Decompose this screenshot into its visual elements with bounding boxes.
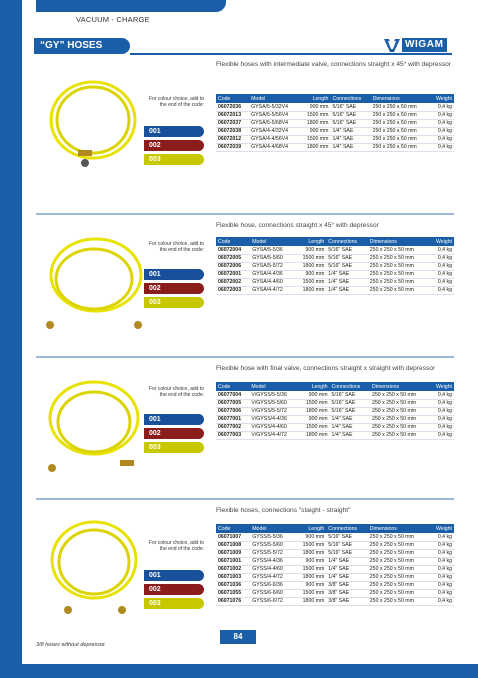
product-section-4 (36, 498, 454, 633)
table-row (216, 415, 454, 423)
table-cell: 0,4 kg (429, 573, 454, 581)
table-cell: V/GYSS/5-5/36 (249, 391, 298, 399)
table-cell: 1/4" SAE (330, 415, 370, 423)
swatch-001: 001 (144, 126, 204, 137)
table-cell: 250 x 250 x 50 mm (368, 533, 429, 541)
spec-table (216, 94, 454, 152)
table-cell: GYSS/6-6/36 (250, 581, 294, 589)
table-cell: 1500 mm (294, 565, 326, 573)
table-cell: 0,4 kg (429, 143, 454, 151)
table-cell: 06072013 (216, 111, 249, 119)
table-cell: 250 x 250 x 50 mm (371, 127, 430, 135)
header-divider (130, 53, 452, 55)
swatch-002: 002 (144, 584, 204, 595)
table-cell: 5/16" SAE (330, 399, 370, 407)
table-cell: 250 x 250 x 50 mm (368, 549, 429, 557)
table-cell: 06072002 (216, 278, 250, 286)
table-cell: 06071002 (216, 565, 250, 573)
table-cell: 5/16" SAE (326, 262, 368, 270)
table-cell: 0,4 kg (429, 103, 454, 111)
table-header-row (216, 94, 454, 103)
logo-wordmark: WIGAM (402, 38, 447, 52)
column-header: Code (216, 524, 250, 533)
table-cell: 250 x 250 x 50 mm (368, 589, 429, 597)
swatch-003: 003 (144, 598, 204, 609)
table-row (216, 111, 454, 119)
table-cell: 250 x 250 x 50 mm (368, 278, 429, 286)
table-cell: 1/4" SAE (326, 286, 368, 294)
column-header: Connections (326, 237, 368, 246)
table-cell: 06071003 (216, 573, 250, 581)
table-cell: 0,4 kg (429, 119, 454, 127)
swatch-001: 001 (144, 414, 204, 425)
table-cell: GYSS/5-5/36 (250, 533, 294, 541)
table-cell: GYSA/4-4/56V4 (249, 135, 299, 143)
table-row (216, 262, 454, 270)
table-cell: 5/16" SAE (326, 246, 368, 254)
column-header: Dimensions (371, 94, 430, 103)
table-cell: 0,4 kg (429, 278, 454, 286)
table-cell: 06072012 (216, 135, 249, 143)
table-cell: 5/16" SAE (330, 111, 370, 119)
table-cell: 5/16" SAE (330, 407, 370, 415)
table-row (216, 549, 454, 557)
table-cell: 900 mm (294, 270, 326, 278)
table-cell: 1/4" SAE (330, 423, 370, 431)
wigam-logo-icon (384, 37, 400, 53)
table-cell: 250 x 250 x 50 mm (368, 541, 429, 549)
table-cell: 1500 mm (299, 111, 330, 119)
table-cell: 900 mm (294, 581, 326, 589)
table-row (216, 573, 454, 581)
table-cell: 250 x 250 x 50 mm (368, 286, 429, 294)
column-header: Model (250, 524, 294, 533)
left-margin-bar (0, 0, 22, 678)
table-cell: 250 x 250 x 50 mm (370, 423, 429, 431)
table-cell: 06077005 (216, 399, 249, 407)
table-cell: V/GYSS/4-4/72 (249, 431, 298, 439)
column-header: Weight (429, 237, 454, 246)
table-cell: 06072038 (216, 127, 249, 135)
table-cell: 900 mm (294, 557, 326, 565)
table-cell: 0,4 kg (429, 246, 454, 254)
table-header-row (216, 382, 454, 391)
table-cell: 06077006 (216, 407, 249, 415)
swatch-002: 002 (144, 140, 204, 151)
table-cell: 1500 mm (298, 423, 330, 431)
table-cell: 1500 mm (294, 589, 326, 597)
table-row (216, 565, 454, 573)
table-cell: 1800 mm (294, 286, 326, 294)
table-cell: 0,4 kg (429, 407, 454, 415)
table-cell: 250 x 250 x 50 mm (371, 103, 430, 111)
colour-choice-note: For colour choice, add to the end of the code: (148, 96, 204, 108)
table-cell: 3/8" SAE (326, 581, 368, 589)
table-cell: 0,4 kg (429, 254, 454, 262)
table-cell: 0,4 kg (429, 549, 454, 557)
table-cell: 250 x 250 x 50 mm (370, 391, 429, 399)
table-cell: 1/4" SAE (326, 573, 368, 581)
table-row (216, 286, 454, 294)
section-divider (36, 498, 454, 500)
table-cell: 5/16" SAE (326, 549, 368, 557)
hose-coil-image (38, 225, 148, 335)
table-header-row (216, 237, 454, 246)
table-cell: 900 mm (299, 103, 330, 111)
table-cell: 250 x 250 x 50 mm (368, 557, 429, 565)
column-header: Length (299, 94, 330, 103)
section-divider (36, 356, 454, 358)
table-cell: 1/4" SAE (326, 557, 368, 565)
table-cell: 0,4 kg (429, 581, 454, 589)
table-cell: 0,4 kg (429, 565, 454, 573)
table-cell: 0,4 kg (429, 589, 454, 597)
swatch-001: 001 (144, 570, 204, 581)
section-divider (36, 213, 454, 215)
table-cell: 1/4" SAE (330, 135, 370, 143)
page-title: “GY” HOSES (34, 38, 130, 54)
table-cell: 1800 mm (298, 407, 330, 415)
column-header: Length (294, 524, 326, 533)
table-cell: 0,4 kg (429, 597, 454, 605)
table-cell: GYSA/4-4/72 (250, 286, 294, 294)
table-cell: 1800 mm (299, 119, 330, 127)
wigam-logo (384, 37, 454, 53)
table-row (216, 589, 454, 597)
colour-choice-note: For colour choice, add to the end of the code: (148, 540, 204, 552)
table-cell: 5/16" SAE (326, 541, 368, 549)
table-cell: 1500 mm (294, 541, 326, 549)
table-cell: 250 x 250 x 50 mm (371, 143, 430, 151)
spec-table (216, 382, 454, 440)
table-row (216, 127, 454, 135)
column-header: Weight (429, 524, 454, 533)
table-cell: 0,4 kg (429, 431, 454, 439)
column-header: Code (216, 382, 249, 391)
swatch-001: 001 (144, 269, 204, 280)
table-cell: GYSA/5-5/60 (250, 254, 294, 262)
table-cell: 06071036 (216, 581, 250, 589)
table-row (216, 423, 454, 431)
table-cell: 06077003 (216, 431, 249, 439)
column-header: Length (294, 237, 326, 246)
table-row (216, 533, 454, 541)
table-cell: 250 x 250 x 50 mm (368, 262, 429, 270)
table-cell: 06072006 (216, 262, 250, 270)
table-row (216, 119, 454, 127)
table-cell: GYSS/6-6/60 (250, 589, 294, 597)
table-cell: 1/4" SAE (330, 127, 370, 135)
table-cell: 250 x 250 x 50 mm (370, 407, 429, 415)
table-cell: GYSA/4-4/36 (250, 270, 294, 278)
hose-coil-image (38, 510, 148, 620)
table-cell: 900 mm (294, 533, 326, 541)
spec-table (216, 237, 454, 295)
table-cell: 1/4" SAE (326, 278, 368, 286)
table-cell: 5/16" SAE (330, 119, 370, 127)
table-cell: 0,4 kg (429, 557, 454, 565)
table-cell: 250 x 250 x 50 mm (368, 246, 429, 254)
table-cell: 250 x 250 x 50 mm (370, 399, 429, 407)
table-cell: GYSA/5-5/68V4 (249, 119, 299, 127)
table-cell: 0,4 kg (429, 270, 454, 278)
table-cell: 1800 mm (294, 597, 326, 605)
product-section-1 (36, 58, 454, 208)
table-cell: 5/16" SAE (326, 254, 368, 262)
table-cell: 06077004 (216, 391, 249, 399)
table-cell: 0,4 kg (429, 391, 454, 399)
table-cell: 1800 mm (294, 573, 326, 581)
table-cell: V/GYSS/4-4/60 (249, 423, 298, 431)
column-header: Dimensions (368, 524, 429, 533)
column-header: Connections (330, 94, 370, 103)
table-row (216, 597, 454, 605)
table-cell: 1800 mm (298, 431, 330, 439)
table-row (216, 541, 454, 549)
section-title: Flexible hose with final valve, connections straight x straight with depressor (216, 365, 436, 372)
table-cell: 1/4" SAE (326, 270, 368, 278)
table-cell: 900 mm (294, 246, 326, 254)
table-row (216, 254, 454, 262)
section-title: Flexible hoses with intermediate valve, connections straight x 45° with depressor (216, 61, 451, 68)
table-cell: 5/16" SAE (326, 533, 368, 541)
section-title: Flexible hoses, connections "staight - straight" (216, 507, 351, 514)
hose-coil-image (38, 368, 148, 478)
table-cell: 1/4" SAE (330, 143, 370, 151)
column-header: Weight (429, 94, 454, 103)
hose-coil-image (38, 68, 148, 178)
table-row (216, 557, 454, 565)
table-cell: 0,4 kg (429, 262, 454, 270)
table-cell: GYSS/6-6/72 (250, 597, 294, 605)
table-cell: GYSA/5-5/36 (250, 246, 294, 254)
footnote: 3/8 hoses without depressor. (36, 642, 107, 648)
table-cell: GYSA/4-4/60 (250, 278, 294, 286)
table-cell: 250 x 250 x 50 mm (368, 270, 429, 278)
table-row (216, 431, 454, 439)
table-row (216, 103, 454, 111)
table-cell: GYSS/4-4/36 (250, 557, 294, 565)
table-cell: GYSA/5-5/56V4 (249, 111, 299, 119)
table-cell: 1/4" SAE (326, 565, 368, 573)
column-header: Model (249, 94, 299, 103)
table-cell: 0,4 kg (429, 533, 454, 541)
table-cell: GYSS/4-4/60 (250, 565, 294, 573)
colour-choice-note: For colour choice, add to the end of the code: (148, 386, 204, 398)
table-row (216, 278, 454, 286)
column-header: Code (216, 94, 249, 103)
colour-choice-note: For colour choice, add to the end of the code: (148, 241, 204, 253)
column-header: Length (298, 382, 330, 391)
table-cell: 250 x 250 x 50 mm (368, 254, 429, 262)
table-row (216, 399, 454, 407)
table-row (216, 391, 454, 399)
column-header: Connections (326, 524, 368, 533)
table-cell: 06072036 (216, 103, 249, 111)
table-row (216, 407, 454, 415)
column-header: Connections (330, 382, 370, 391)
table-cell: 06072001 (216, 270, 250, 278)
table-cell: GYSS/5-5/60 (250, 541, 294, 549)
top-tab (36, 0, 226, 12)
table-cell: 06071001 (216, 557, 250, 565)
column-header: Model (250, 237, 294, 246)
table-cell: 250 x 250 x 50 mm (368, 597, 429, 605)
table-cell: 3/8" SAE (326, 589, 368, 597)
column-header: Dimensions (368, 237, 429, 246)
table-cell: 06072037 (216, 119, 249, 127)
swatch-003: 003 (144, 297, 204, 308)
table-cell: 250 x 250 x 50 mm (370, 431, 429, 439)
table-cell: 06071076 (216, 597, 250, 605)
table-cell: 1500 mm (299, 135, 330, 143)
table-cell: GYSA/4-4/32V4 (249, 127, 299, 135)
column-header: Model (249, 382, 298, 391)
product-section-3 (36, 356, 454, 496)
table-cell: 250 x 250 x 50 mm (368, 573, 429, 581)
table-cell: GYSS/5-5/72 (250, 549, 294, 557)
table-cell: 0,4 kg (429, 423, 454, 431)
table-cell: V/GYSS/5-5/60 (249, 399, 298, 407)
table-cell: 5/16" SAE (330, 391, 370, 399)
table-cell: 1800 mm (294, 262, 326, 270)
table-cell: 250 x 250 x 50 mm (371, 111, 430, 119)
table-cell: GYSS/4-4/72 (250, 573, 294, 581)
table-cell: 06077002 (216, 423, 249, 431)
swatch-003: 003 (144, 154, 204, 165)
column-header: Dimensions (370, 382, 429, 391)
table-cell: V/GYSS/4-4/36 (249, 415, 298, 423)
table-row (216, 135, 454, 143)
section-title: Flexible hose, connections straight x 45° with depressor (216, 222, 379, 229)
table-cell: 0,4 kg (429, 135, 454, 143)
table-cell: 0,4 kg (429, 399, 454, 407)
table-cell: 06071007 (216, 533, 250, 541)
table-cell: 1800 mm (299, 143, 330, 151)
table-cell: 1500 mm (294, 254, 326, 262)
table-cell: 06072003 (216, 286, 250, 294)
table-row (216, 581, 454, 589)
swatch-002: 002 (144, 428, 204, 439)
table-cell: 900 mm (298, 391, 330, 399)
swatch-002: 002 (144, 283, 204, 294)
table-cell: 900 mm (298, 415, 330, 423)
table-header-row (216, 524, 454, 533)
table-cell: 06072004 (216, 246, 250, 254)
table-row (216, 143, 454, 151)
table-cell: V/GYSS/5-5/72 (249, 407, 298, 415)
table-cell: 250 x 250 x 50 mm (370, 415, 429, 423)
table-row (216, 270, 454, 278)
table-cell: 900 mm (299, 127, 330, 135)
spec-table (216, 524, 454, 606)
table-cell: 250 x 250 x 50 mm (368, 565, 429, 573)
table-cell: 0,4 kg (429, 541, 454, 549)
table-cell: 1/4" SAE (330, 431, 370, 439)
swatch-003: 003 (144, 442, 204, 453)
table-cell: 06071008 (216, 541, 250, 549)
page-number: 84 (220, 630, 256, 644)
table-cell: 250 x 250 x 50 mm (368, 581, 429, 589)
table-cell: 06072005 (216, 254, 250, 262)
table-cell: 5/16" SAE (330, 103, 370, 111)
table-cell: 0,4 kg (429, 127, 454, 135)
table-cell: 06077001 (216, 415, 249, 423)
table-cell: 06071009 (216, 549, 250, 557)
column-header: Weight (429, 382, 454, 391)
table-cell: GYSA/5-5/72 (250, 262, 294, 270)
product-section-2 (36, 213, 454, 353)
table-cell: 06072039 (216, 143, 249, 151)
table-cell: 06071055 (216, 589, 250, 597)
table-cell: 0,4 kg (429, 415, 454, 423)
table-cell: GYSA/4-4/68V4 (249, 143, 299, 151)
table-cell: GYSA/5-5/32V4 (249, 103, 299, 111)
category-label: VACUUM - CHARGE (76, 15, 150, 24)
column-header: Code (216, 237, 250, 246)
table-cell: 1800 mm (294, 549, 326, 557)
table-row (216, 246, 454, 254)
table-cell: 3/8" SAE (326, 597, 368, 605)
bottom-bar (0, 664, 478, 678)
table-cell: 250 x 250 x 50 mm (371, 119, 430, 127)
table-cell: 0,4 kg (429, 286, 454, 294)
table-cell: 1500 mm (294, 278, 326, 286)
table-cell: 0,4 kg (429, 111, 454, 119)
table-cell: 250 x 250 x 50 mm (371, 135, 430, 143)
table-cell: 1500 mm (298, 399, 330, 407)
